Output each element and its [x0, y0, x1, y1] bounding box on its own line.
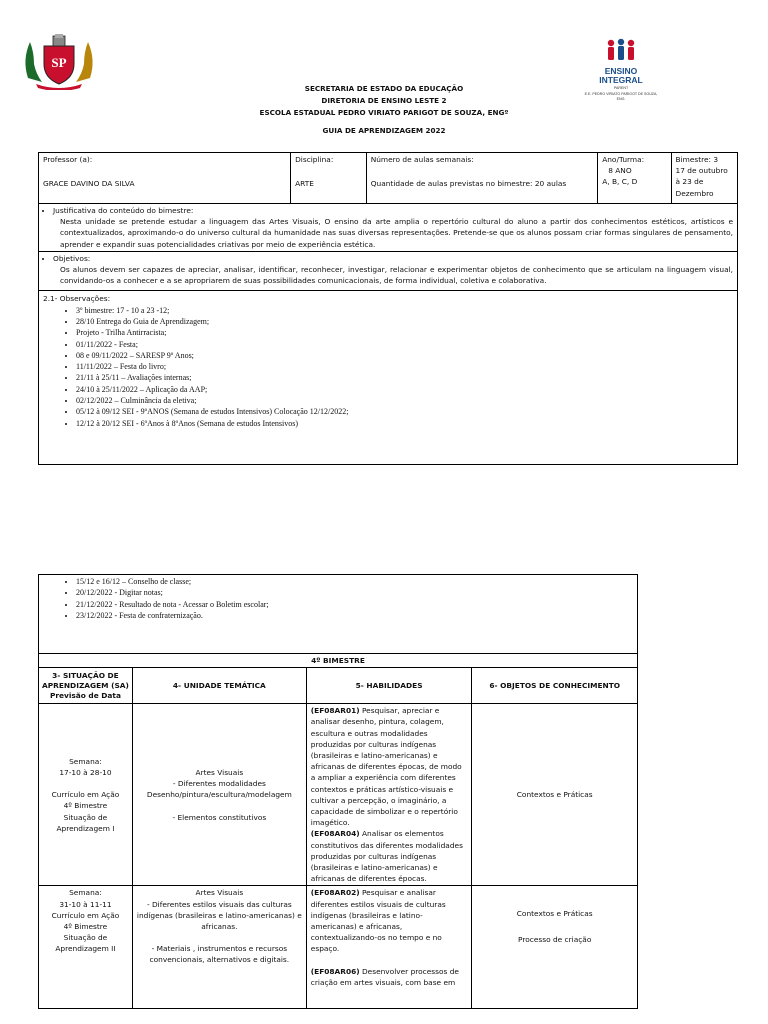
col-header-habilidades: 5- HABILIDADES: [306, 668, 472, 704]
row1-unidade-l2: Desenho/pintura/escultura/modelagem: [146, 790, 292, 800]
objetivos-cell: [39, 251, 738, 291]
people-group-icon: [601, 38, 641, 62]
table-row: [39, 886, 638, 1009]
logo-subtitle: E.E. PEDRO VIRIATO PARIGOT DE SOUZA, ENG.: [584, 92, 658, 101]
row2-unidade-l1: - Diferentes estilos visuais das culturas indígenas (brasileiras e latino-americanas) e africanas.: [136, 899, 302, 932]
info-table: [38, 152, 738, 465]
justificativa-title: • Justificativa do conteúdo do bimestre:: [53, 205, 733, 216]
objetivos-text: Os alunos devem ser capazes de apreciar, analisar, identificar, reconhecer, investigar, relacionar e experimentar objetos de conhecimento que se articulam na linguagem visual, convidando-os a conhecer e a se apropriarem de suas possibilidades comunicacionais, de forma individual, coletiva e colaborativa.: [60, 265, 733, 286]
justificativa-cell: [39, 204, 738, 252]
row2-objeto1: Contextos e Práticas: [516, 909, 593, 919]
row2-unidade-l2: - Materiais , instrumentos e recursos convencionais, alternativos e digitais.: [149, 944, 290, 965]
row2-unidade-cell: [132, 886, 306, 1009]
header-secretaria: SECRETARIA DE ESTADO DA EDUCAÇÃO: [304, 84, 464, 93]
row1-semana-date: 17-10 à 28-10: [59, 767, 112, 777]
logo-text-ensino: ENSINO: [604, 66, 638, 76]
bimestre-title: 4º BIMESTRE: [39, 654, 638, 668]
col-header-objetos: 6- OBJETOS DE CONHECIMENTO: [472, 668, 638, 704]
column-header-row: [39, 668, 638, 704]
list-item: • 21/11 à 25/11 – Avaliações internas;: [76, 372, 733, 383]
row1-hab1-code: (EF08AR01): [310, 706, 360, 716]
bimestre-dates: 17 de outubro à 23 de Dezembro: [675, 166, 728, 198]
professor-name: GRACE DAVINO DA SILVA: [43, 179, 135, 189]
row2-hab1-text: Pesquisar e analisar diferentes estilos visuais de culturas indígenas (brasileiras e latino-americanas) e africanas, contextualizando-os no tempo e no espaço.: [310, 888, 446, 954]
sao-paulo-coat-of-arms-icon: [20, 34, 98, 90]
row1-hab2-text: Analisar os elementos constitutivos das diferentes modalidades produzidas por culturas indígenas (brasileiras e latino-americanas) e africanas de diferentes épocas.: [310, 829, 463, 884]
col-header-unidade: 4- UNIDADE TEMÁTICA: [132, 668, 306, 704]
aulas-label: Número de aulas semanais:: [370, 155, 474, 164]
aulas-previstas: Quantidade de aulas previstas no bimestre: 20 aulas: [370, 179, 567, 189]
list-item: • 15/12 e 16/12 – Conselho de classe;: [76, 576, 633, 587]
disciplina-value: ARTE: [295, 179, 314, 189]
list-item: • 08 e 09/11/2022 – SARESP 9º Anos;: [76, 350, 733, 361]
row2-hab2: [311, 966, 468, 988]
row1-hab2-code: (EF08AR04): [310, 829, 360, 839]
turmas-value: A, B, C, D: [602, 177, 638, 187]
row2-unidade-title: Artes Visuais: [195, 888, 244, 898]
info-row: [39, 153, 738, 204]
logo-text-integral: INTEGRAL: [599, 75, 643, 85]
row1-hab1: [311, 705, 468, 828]
list-item: • 12/12 à 20/12 SEI - 6ºAnos à 8ºAnos (Semana de estudos Intensivos): [76, 418, 733, 429]
list-item: • 21/12/2022 - Resultado de nota - Acessar o Boletim escolar;: [76, 599, 633, 610]
list-item: • 05/12 à 09/12 SEI - 9ºANOS (Semana de estudos Intensivos) Colocação 12/12/2022;: [76, 406, 733, 417]
disciplina-label: Disciplina:: [295, 155, 334, 164]
aulas-cell: [366, 153, 597, 204]
row2-hab1: [311, 887, 468, 954]
row2-hab2-code: (EF08AR06): [310, 966, 360, 976]
bimestre-label: Bimestre: 3: [675, 155, 719, 164]
list-item: • Projeto - Trilha Antirracista;: [76, 327, 733, 338]
list-item: • 24/10 à 25/11/2022 – Aplicação da AAP;: [76, 384, 733, 395]
row1-unidade-title: Artes Visuais: [195, 767, 244, 777]
row1-bimestre: 4º Bimestre: [63, 801, 108, 811]
disciplina-cell: [291, 153, 367, 204]
page-title: GUIA DE APRENDIZAGEM 2022: [322, 126, 446, 135]
list-item: • 11/11/2022 – Festa do livro;: [76, 361, 733, 372]
justificativa-row: [39, 204, 738, 252]
row2-habilidades-cell: [306, 886, 472, 1009]
list-item: • 02/12/2022 – Culminância da eletiva;: [76, 395, 733, 406]
observacoes-title: 2.1- Observações:: [43, 294, 111, 304]
svg-text:SP: SP: [51, 55, 67, 70]
row2-bimestre: 4º Bimestre: [63, 922, 108, 932]
ano-cell: [598, 153, 671, 204]
observacoes-continued-cell: [39, 575, 638, 654]
list-item: • 20/12/2022 - Digitar notas;: [76, 587, 633, 598]
col-header-situacao: [39, 668, 133, 704]
observacoes-continued-row: [39, 575, 638, 654]
row1-situacao-cell: [39, 704, 133, 886]
col-header-situacao-l1: 3- SITUAÇÃO DE APRENDIZAGEM (SA): [42, 670, 129, 690]
row1-hab2: [311, 828, 468, 884]
observacoes-row: [39, 291, 738, 465]
col-header-situacao-l2: Previsão de Data: [49, 690, 121, 700]
row1-objeto-cell: Contextos e Práticas: [472, 704, 638, 886]
row2-objeto-cell: [472, 886, 638, 1009]
row1-semana-label: Semana:: [69, 756, 102, 766]
bimestre-cell: [671, 153, 737, 204]
list-item: • 01/11/2022 - Festa;: [76, 339, 733, 350]
list-item: • 23/12/2022 - Festa de confraternização.: [76, 610, 633, 621]
row1-curriculo: Currículo em Ação: [51, 790, 120, 800]
professor-label: Professor (a):: [43, 155, 93, 164]
ano-value: 8 ANO: [608, 166, 632, 176]
list-item: • 3º bimestre: 17 - 10 a 23 -12;: [76, 305, 733, 316]
row2-objeto2: Processo de criação: [518, 934, 592, 944]
objetivos-title: • Objetivos:: [53, 253, 733, 264]
row1-habilidades-cell: [306, 704, 472, 886]
table-row: [39, 704, 638, 886]
header-diretoria: DIRETORIA DE ENSINO LESTE 2: [321, 96, 447, 105]
row1-hab1-text: Pesquisar, apreciar e analisar desenho, pintura, colagem, escultura e outras modalidades produzidas por culturas indígenas (brasileiras e latino-americanas) e africanas de diferentes épocas, de modo a ampliar a experiência com diferentes contextos e práticas artístico-visuais e cultivar a percepção, o imaginário, a capacidade de simbolizar e o repertório imagético.: [310, 706, 462, 828]
row2-semana-label: Semana:: [69, 888, 102, 898]
bimestre-title-row: [39, 654, 638, 668]
row2-situacao: Situação de Aprendizagem II: [55, 933, 116, 954]
observacoes-list: [43, 305, 733, 429]
row1-situacao: Situação de Aprendizagem I: [56, 812, 115, 833]
header-escola: ESCOLA ESTADUAL PEDRO VIRIATO PARIGOT DE SOUZA, ENGº: [259, 108, 509, 117]
logo-small-text: PARENT: [613, 86, 629, 90]
observacoes-list-continued: [43, 576, 633, 621]
ano-label: Ano/Turma:: [602, 155, 645, 164]
document-header: [0, 83, 768, 137]
row2-semana-date: 31-10 à 11-11: [59, 899, 112, 909]
justificativa-text: Nesta unidade se pretende estudar a linguagem das Artes Visuais, O ensino da arte amplia o repertório cultural do aluno a partir dos conhecimentos estéticos, artísticos e contextualizados, aproximando-o do universo cultural da humanidade nas suas diversas representações. Pretende-se que os alunos possam criar formas singulares de pensamento, aprender e expandir suas potencialidades criativas por meio de experiência estética.: [60, 217, 733, 249]
observacoes-cell: [39, 291, 738, 465]
row1-unidade-l3: - Elementos constitutivos: [172, 812, 267, 822]
row1-unidade-cell: [132, 704, 306, 886]
list-item: • 28/10 Entrega do Guia de Aprendizagem;: [76, 316, 733, 327]
row2-hab2-text: Desenvolver processos de criação em artes visuais, com base em: [310, 966, 459, 987]
row1-unidade-l1: - Diferentes modalidades: [172, 779, 266, 789]
row2-curriculo: Currículo em Ação: [51, 910, 120, 920]
row2-hab1-code: (EF08AR02): [310, 888, 360, 898]
row2-situacao-cell: [39, 886, 133, 1009]
bimestre-table: [38, 574, 638, 1009]
objetivos-row: [39, 251, 738, 291]
professor-cell: [39, 153, 291, 204]
